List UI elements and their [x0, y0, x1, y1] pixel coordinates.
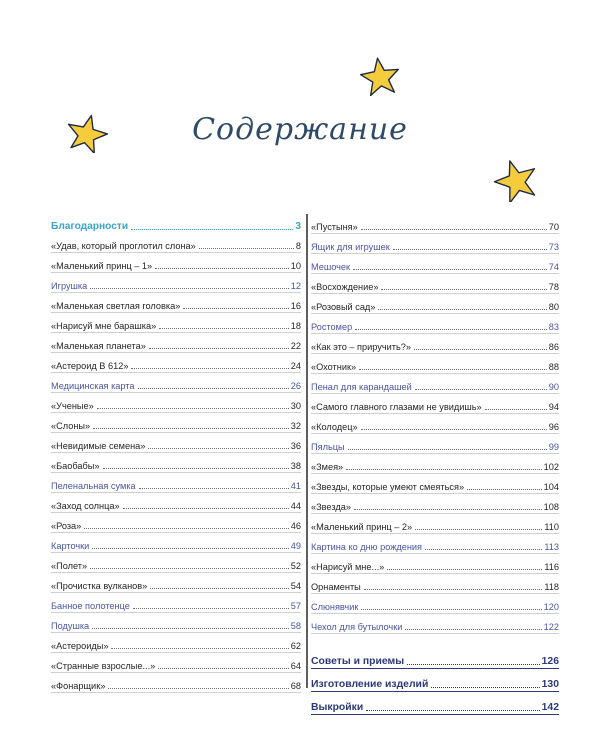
toc-entry[interactable]	[311, 254, 559, 274]
toc-entry-page: 46	[290, 521, 301, 531]
toc-entry-page: 110	[544, 522, 559, 532]
toc-entry-page: 10	[290, 261, 301, 271]
toc-entry-title: Картина ко дню рождения	[311, 542, 423, 552]
toc-entry-title: Ящик для игрушек	[311, 242, 390, 252]
toc-entry-page: 130	[541, 679, 559, 690]
toc-entry[interactable]	[311, 692, 559, 715]
dot-leader	[353, 268, 547, 270]
dot-leader	[393, 248, 547, 250]
toc-entry[interactable]	[311, 574, 559, 594]
toc-entry[interactable]	[51, 533, 301, 553]
toc-entry-page: 58	[290, 621, 301, 631]
toc-entry-page: 41	[290, 481, 301, 491]
dot-leader	[123, 507, 289, 509]
toc-entry-page: 83	[548, 322, 559, 332]
toc-entry[interactable]	[51, 633, 301, 653]
toc-entry-title: Пяльцы	[311, 442, 345, 452]
toc-entry-page: 64	[290, 661, 301, 671]
column-divider	[306, 214, 308, 688]
toc-entry[interactable]	[51, 273, 301, 293]
dot-leader	[346, 468, 541, 470]
toc-entry[interactable]	[51, 333, 301, 353]
dot-leader	[131, 228, 293, 230]
toc-entry-title: «Охотник»	[311, 362, 357, 372]
dot-leader	[93, 427, 289, 429]
dot-leader	[364, 588, 543, 590]
toc-entry-title: Карточки	[51, 541, 90, 551]
toc-entry[interactable]	[51, 253, 301, 273]
star-icon-right	[493, 158, 539, 202]
toc-entry[interactable]	[51, 673, 301, 693]
dot-leader	[407, 663, 540, 665]
toc-entry-page: 96	[548, 422, 559, 432]
toc-entry[interactable]	[51, 233, 301, 253]
dot-leader	[425, 548, 542, 550]
toc-entry[interactable]	[51, 453, 301, 473]
dot-leader	[149, 347, 289, 349]
dot-leader	[485, 408, 547, 410]
toc-entry-page: 24	[290, 361, 301, 371]
toc-entry[interactable]	[311, 434, 559, 454]
toc-entry-title: «Пустыня»	[311, 222, 358, 232]
toc-entry-page: 120	[543, 602, 559, 612]
toc-entry-title: «Полет»	[51, 561, 88, 571]
dot-leader	[414, 348, 547, 350]
toc-entry-page: 78	[548, 282, 559, 292]
toc-entry-page: 99	[548, 442, 559, 452]
toc-entry[interactable]	[311, 354, 559, 374]
toc-entry-page: 74	[548, 262, 559, 272]
toc-entry-title: «Ученые»	[51, 401, 94, 411]
toc-entry[interactable]	[51, 553, 301, 573]
dot-leader	[431, 686, 539, 688]
toc-entry-page: 8	[295, 241, 301, 251]
toc-entry-page: 26	[290, 381, 301, 391]
toc-entry[interactable]	[311, 646, 559, 669]
dot-leader	[355, 328, 547, 330]
dot-leader	[381, 288, 546, 290]
toc-entry[interactable]	[311, 554, 559, 574]
toc-entry[interactable]	[311, 374, 559, 394]
toc-entry[interactable]	[311, 669, 559, 692]
toc-entry-page: 108	[543, 502, 559, 512]
dot-leader	[155, 267, 289, 269]
toc-entry-page: 122	[543, 622, 559, 632]
toc-entry-title: «Маленький принц – 1»	[51, 261, 153, 271]
toc-entry[interactable]	[51, 214, 301, 233]
toc-entry-title: «Колодец»	[311, 422, 358, 432]
dot-leader	[361, 428, 547, 430]
toc-entry[interactable]	[311, 314, 559, 334]
toc-entry-title: Слюнявчик	[311, 602, 359, 612]
toc-entry-page: 54	[290, 581, 301, 591]
dot-leader	[405, 628, 541, 630]
toc-entry-page: 104	[543, 482, 559, 492]
toc-entry[interactable]	[311, 334, 559, 354]
toc-entry-page: 22	[290, 341, 301, 351]
dot-leader	[183, 307, 288, 309]
toc-entry-title: «Астероид В 612»	[51, 361, 129, 371]
toc-entry-title: «Маленькая светлая головка»	[51, 301, 181, 311]
toc-entry[interactable]	[311, 454, 559, 474]
toc-entry[interactable]	[311, 414, 559, 434]
toc-entry[interactable]	[51, 373, 301, 393]
toc-entry[interactable]	[51, 353, 301, 373]
toc-entry-title: «Как это – приручить?»	[311, 342, 412, 352]
dot-leader	[378, 308, 546, 310]
dot-leader	[138, 387, 289, 389]
toc-entry[interactable]	[311, 494, 559, 514]
toc-entry-page: 126	[541, 656, 559, 667]
toc-entry[interactable]	[51, 613, 301, 633]
toc-entry-title: Игрушка	[51, 281, 88, 291]
dot-leader	[159, 327, 289, 329]
dot-leader	[108, 687, 288, 689]
toc-entry-title: Подушка	[51, 621, 90, 631]
toc-entry-page: 88	[548, 362, 559, 372]
toc-entry-title: Благодарности	[51, 221, 129, 232]
toc-entry[interactable]	[311, 474, 559, 494]
toc-entry-page: 3	[295, 221, 301, 232]
toc-entry-title: «Заход солнца»	[51, 501, 120, 511]
toc-entry-page: 16	[290, 301, 301, 311]
toc-entry-page: 18	[290, 321, 301, 331]
toc-entry[interactable]	[311, 614, 559, 634]
toc-entry[interactable]	[51, 593, 301, 613]
dot-leader	[111, 647, 288, 649]
dot-leader	[92, 547, 288, 549]
toc-entry-page: 86	[548, 342, 559, 352]
toc-entry-title: Орнаменты	[311, 582, 361, 592]
toc-entry[interactable]	[311, 274, 559, 294]
toc-entry[interactable]	[51, 653, 301, 673]
toc-entry-title: «Фонарщик»	[51, 681, 106, 691]
dot-leader	[361, 228, 547, 230]
toc-entry-title: «Розовый сад»	[311, 302, 376, 312]
star-icon-top-right	[359, 56, 401, 96]
dot-leader	[467, 488, 542, 490]
toc-entry-page: 32	[290, 421, 301, 431]
toc-entry-page: 57	[290, 601, 301, 611]
dot-leader	[354, 508, 542, 510]
toc-entry-title: «Баобабы»	[51, 461, 100, 471]
toc-entry-page: 102	[543, 462, 559, 472]
toc-entry[interactable]	[51, 313, 301, 333]
dot-leader	[150, 587, 288, 589]
toc-entry-title: Пенал для карандашей	[311, 382, 412, 392]
toc-column-right	[311, 214, 559, 715]
dot-leader	[90, 287, 289, 289]
dot-leader	[90, 567, 289, 569]
toc-entry[interactable]	[51, 513, 301, 533]
toc-entry-title: Советы и приемы	[311, 656, 405, 667]
dot-leader	[148, 447, 288, 449]
toc-entry-title: «Нарисуй мне...»	[311, 562, 385, 572]
toc-entry[interactable]	[311, 394, 559, 414]
toc-entry[interactable]	[311, 514, 559, 534]
toc-entry[interactable]	[311, 534, 559, 554]
toc-entry-title: «Невидимые семена»	[51, 441, 146, 451]
toc-entry-page: 38	[290, 461, 301, 471]
dot-leader	[415, 388, 547, 390]
toc-entry-title: Пеленальная сумка	[51, 481, 136, 491]
dot-leader	[348, 448, 547, 450]
dot-leader	[103, 467, 289, 469]
dot-leader	[199, 247, 294, 249]
toc-entry-title: Ростомер	[311, 322, 353, 332]
toc-entry-title: «Самого главного глазами не увидишь»	[311, 402, 482, 412]
toc-entry-page: 49	[290, 541, 301, 551]
toc-entry-title: «Странные взрослые...»	[51, 661, 156, 671]
toc-entry[interactable]	[51, 573, 301, 593]
toc-entry-page: 118	[544, 582, 559, 592]
toc-entry-title: «Прочистка вулканов»	[51, 581, 148, 591]
toc-entry-title: Изготовление изделий	[311, 679, 429, 690]
dot-leader	[415, 528, 542, 530]
toc-entry-title: Чехол для бутылочки	[311, 622, 403, 632]
toc-entry-page: 90	[548, 382, 559, 392]
toc-entry-title: «Удав, который проглотил слона»	[51, 241, 196, 251]
toc-entry-page: 30	[290, 401, 301, 411]
toc-entry[interactable]	[51, 493, 301, 513]
toc-entry-title: «Нарисуй мне барашка»	[51, 321, 157, 331]
toc-entry-title: «Змея»	[311, 462, 344, 472]
toc-entry[interactable]	[311, 294, 559, 314]
dot-leader	[92, 627, 289, 629]
toc-entry-page: 116	[544, 562, 559, 572]
dot-leader	[84, 527, 288, 529]
toc-entry-page: 73	[548, 242, 559, 252]
dot-leader	[139, 487, 289, 489]
toc-entry-page: 62	[290, 641, 301, 651]
toc-entry-page: 12	[290, 281, 301, 291]
toc-entry-title: Мешочек	[311, 262, 351, 272]
toc-entry-page: 80	[548, 302, 559, 312]
dot-leader	[387, 568, 542, 570]
toc-entry[interactable]	[311, 594, 559, 614]
toc-entry[interactable]	[51, 433, 301, 453]
toc-entry-title: «Слоны»	[51, 421, 91, 431]
toc-entry-page: 68	[290, 681, 301, 691]
toc-entry-title: «Восхождение»	[311, 282, 379, 292]
dot-leader	[133, 607, 289, 609]
toc-entry-page: 142	[541, 702, 559, 713]
toc-entry-page: 94	[548, 402, 559, 412]
dot-leader	[361, 608, 541, 610]
dot-leader	[158, 667, 289, 669]
toc-entry[interactable]	[311, 234, 559, 254]
toc-entry-title: «Маленькая планета»	[51, 341, 146, 351]
toc-entry-page: 36	[290, 441, 301, 451]
dot-leader	[359, 368, 547, 370]
dot-leader	[97, 407, 289, 409]
dot-leader	[131, 367, 288, 369]
page-title: Содержание	[192, 112, 408, 147]
toc-entry-page: 52	[290, 561, 301, 571]
toc-entry[interactable]	[51, 413, 301, 433]
toc-entry-title: Выкройки	[311, 702, 364, 713]
toc-entry[interactable]	[51, 473, 301, 493]
toc-entry-title: «Звезда»	[311, 502, 351, 512]
toc-entry-title: «Роза»	[51, 521, 82, 531]
toc-entry-title: «Маленький принц – 2»	[311, 522, 413, 532]
toc-entry-title: Банное полотенце	[51, 601, 130, 611]
toc-entry-page: 70	[548, 222, 559, 232]
toc-entry-title: Медицинская карта	[51, 381, 135, 391]
toc-entry[interactable]	[51, 393, 301, 413]
toc-entry[interactable]	[311, 214, 559, 234]
toc-entry-page: 113	[544, 542, 559, 552]
toc-entry-title: «Астероиды»	[51, 641, 109, 651]
toc-entry-title: «Звезды, которые умеют смеяться»	[311, 482, 465, 492]
dot-leader	[366, 709, 539, 711]
toc-column-left	[51, 214, 301, 693]
toc-entry-page: 44	[290, 501, 301, 511]
toc-entry[interactable]	[51, 293, 301, 313]
